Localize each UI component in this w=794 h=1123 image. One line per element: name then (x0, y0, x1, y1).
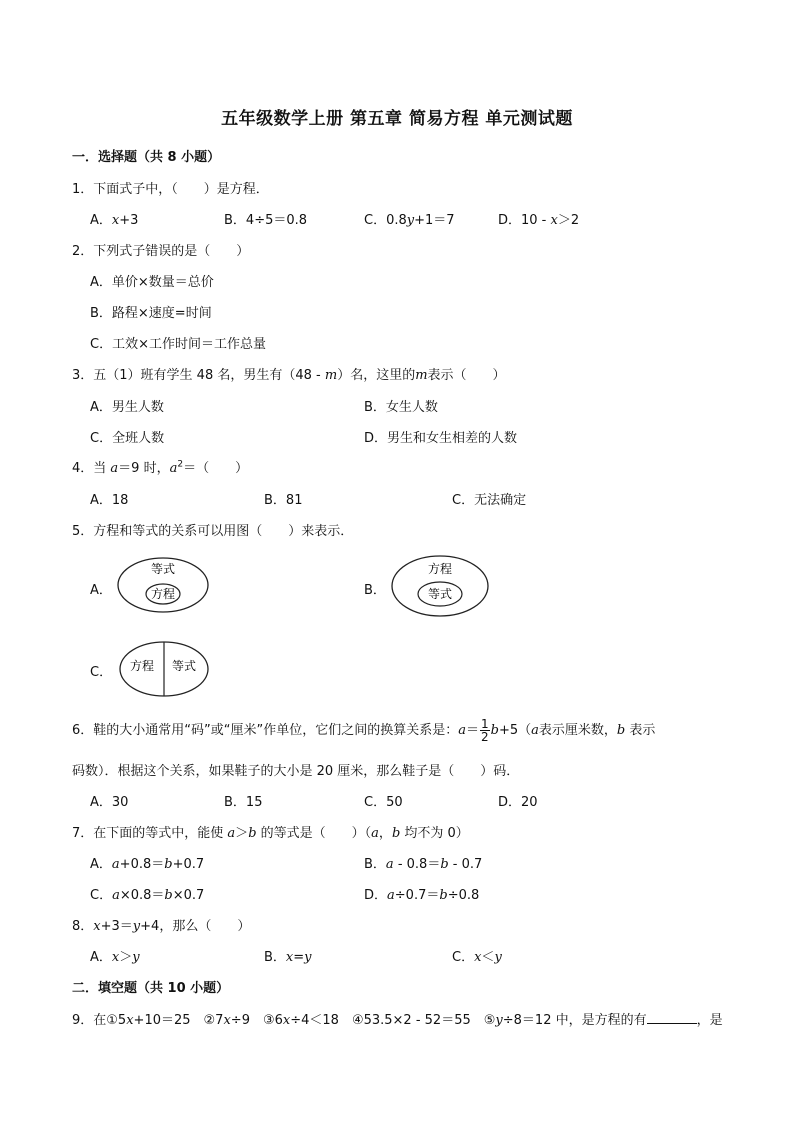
option-text: - 0.7 (448, 857, 483, 872)
question-3-option-c[interactable]: C．全班人数 (90, 431, 165, 446)
question-4-option-a[interactable]: A．18 (90, 493, 129, 508)
stem-text: 表示厘米数， (538, 723, 617, 738)
option-label: A． (90, 857, 112, 872)
variable: a (169, 461, 178, 476)
variable: x (474, 950, 482, 965)
question-5-stem: 5．方程和等式的关系可以用图（ ）来表示． (72, 524, 354, 539)
stem-text: ÷9 ③6 (230, 1013, 283, 1028)
fraction-one-half (480, 718, 490, 743)
variable: y (132, 950, 140, 965)
variable: a (531, 723, 539, 738)
option-text: ÷0.7＝ (394, 888, 440, 903)
question-1-option-c[interactable] (364, 209, 455, 228)
stem-text: ， (378, 826, 392, 841)
stem-text: 表示 (625, 723, 656, 738)
option-label: C． (452, 950, 475, 965)
page-title: 五年级数学上册 第五章 简易方程 单元测试题 (221, 109, 573, 129)
stem-text: +4，那么（ ） (140, 919, 251, 934)
option-text: ÷0.8 (447, 888, 480, 903)
option-label: C．0.8 (364, 213, 407, 228)
question-7-option-b[interactable] (364, 853, 482, 872)
question-7-option-d[interactable] (364, 884, 479, 903)
question-1-option-d[interactable] (498, 209, 579, 228)
question-8-option-b[interactable] (264, 946, 312, 965)
variable: b (164, 888, 173, 903)
variable: b (440, 857, 449, 872)
variable: m (324, 368, 338, 383)
outer-label: 等式 (150, 562, 176, 576)
question-7-option-c[interactable] (90, 884, 204, 903)
variable: a (385, 857, 394, 872)
stem-text: ，是 (696, 1013, 723, 1028)
option-text: ＜ (481, 950, 495, 965)
question-2-option-c[interactable]: C．工效×工作时间＝工作总量 (90, 337, 266, 352)
question-2-option-b[interactable]: B．路程×速度=时间 (90, 306, 212, 321)
diagram-a-equation-inside-equality[interactable] (116, 556, 210, 614)
question-1-option-a[interactable] (90, 209, 138, 228)
variable: y (406, 213, 415, 228)
option-text: ×0.8＝ (119, 888, 165, 903)
variable: a (387, 888, 395, 903)
variable: y (132, 919, 141, 934)
option-label: A． (90, 213, 112, 228)
variable: x (111, 213, 120, 228)
option-label: D． (364, 888, 388, 903)
variable: a (458, 723, 466, 738)
variable: y (304, 950, 312, 965)
variable: m (415, 368, 428, 383)
question-2-stem: 2．下列式子错误的是（ ） (72, 244, 250, 259)
stem-text: 的等式是（ ）（ (256, 826, 372, 841)
question-7-option-a[interactable] (90, 853, 204, 872)
stem-text: ＞ (235, 826, 249, 841)
inner-label: 等式 (427, 587, 453, 601)
question-8-option-c[interactable] (452, 946, 502, 965)
stem-text: ÷8＝12 中，是方程的有 (502, 1013, 647, 1028)
fraction-denominator: 2 (481, 730, 489, 744)
inner-label: 方程 (150, 587, 176, 601)
option-label: C． (90, 888, 113, 903)
stem-text: 6．鞋的大小通常用“码”或“厘米”作单位，它们之间的换算关系是： (72, 723, 459, 738)
variable: b (490, 723, 499, 738)
variable: b (391, 826, 401, 841)
question-6-option-d[interactable]: D．20 (498, 795, 538, 810)
stem-text: 均不为 0） (400, 826, 469, 841)
left-label: 方程 (129, 659, 155, 673)
question-4-option-c[interactable]: C．无法确定 (452, 493, 527, 508)
option-text: ×0.7 (172, 888, 205, 903)
question-4-stem (72, 457, 248, 476)
stem-text: +3＝ (100, 919, 133, 934)
variable: x (111, 950, 120, 965)
stem-text: 9．在①5 (72, 1013, 127, 1028)
variable: y (495, 1013, 503, 1028)
question-6-option-a[interactable]: A．30 (90, 795, 129, 810)
stem-text: ＝9 时， (118, 461, 170, 476)
stem-text: ＝（ ） (183, 461, 249, 476)
question-6-stem-line-2: 码数）．根据这个关系，如果鞋子的大小是 20 厘米，那么鞋子是（ ）码． (72, 764, 520, 779)
question-1-option-b[interactable]: B．4÷5＝0.8 (224, 213, 308, 228)
option-label: A． (90, 950, 112, 965)
section-heading-choice: 一．选择题（共 8 小题） (72, 150, 221, 165)
question-3-option-a[interactable]: A．男生人数 (90, 400, 164, 415)
question-8-stem (72, 915, 250, 934)
stem-text: +5（ (498, 723, 532, 738)
outer-label: 方程 (427, 562, 453, 576)
variable: a (111, 857, 120, 872)
question-5-option-c-label[interactable]: C． (90, 665, 113, 680)
question-6-option-b[interactable]: B．15 (224, 795, 263, 810)
variable: x (126, 1013, 134, 1028)
question-6-stem-line-1 (72, 718, 655, 744)
right-label: 等式 (171, 659, 197, 673)
variable: b (248, 826, 257, 841)
option-text: +1＝7 (414, 213, 455, 228)
option-text: +0.7 (172, 857, 205, 872)
option-text: ＞ (119, 950, 133, 965)
option-text: +3 (119, 213, 139, 228)
variable: x (550, 213, 558, 228)
question-3-option-d[interactable]: D．男生和女生相差的人数 (364, 431, 518, 446)
stem-text: 表示（ ） (427, 368, 506, 383)
variable: a (112, 888, 120, 903)
option-label: D．10 - (498, 213, 551, 228)
exponent: 2 (177, 459, 184, 470)
stem-text: 4．当 (72, 461, 111, 476)
diagram-c-split-ellipse[interactable] (118, 640, 210, 698)
question-number: 8． (72, 919, 94, 934)
stem-text: 7．在下面的等式中，能使 (72, 826, 228, 841)
variable: a (227, 826, 236, 841)
question-1-stem: 1．下面式子中，（ ）是方程． (72, 182, 269, 197)
variable: a (110, 461, 119, 476)
variable: b (164, 857, 173, 872)
diagram-b-equality-inside-equation[interactable] (390, 554, 490, 618)
variable: b (439, 888, 448, 903)
stem-text: +10＝25 ②7 (133, 1013, 224, 1028)
option-text: - 0.8＝ (393, 857, 441, 872)
section-heading-fill-in: 二．填空题（共 10 小题） (72, 981, 230, 996)
question-3-option-b[interactable]: B．女生人数 (364, 400, 438, 415)
question-9-stem (72, 1009, 723, 1028)
variable: y (494, 950, 502, 965)
question-3-stem (72, 364, 506, 383)
variable: b (616, 723, 626, 738)
stem-text: ÷4＜18 ④53.5×2 - 52＝55 ⑤ (290, 1013, 496, 1028)
question-5-option-b-label[interactable]: B． (364, 583, 386, 598)
option-text: +0.8＝ (119, 857, 165, 872)
question-6-option-c[interactable]: C．50 (364, 795, 403, 810)
fraction-numerator: 1 (481, 717, 489, 731)
question-8-option-a[interactable] (90, 946, 140, 965)
variable: a (371, 826, 379, 841)
question-4-option-b[interactable]: B．81 (264, 493, 303, 508)
variable: x (285, 950, 294, 965)
variable: x (93, 919, 101, 934)
variable: x (223, 1013, 231, 1028)
question-5-option-a-label[interactable]: A． (90, 583, 112, 598)
option-text: ＞2 (557, 213, 580, 228)
variable: x (282, 1013, 291, 1028)
stem-text: ＝ (465, 723, 479, 738)
question-7-stem (72, 822, 469, 841)
stem-text: 3．五（1）班有学生 48 名，男生有（48 - (72, 368, 325, 383)
option-label: B． (364, 857, 386, 872)
option-text: = (293, 950, 305, 965)
answer-blank[interactable] (647, 1011, 697, 1024)
stem-text: ）名，这里的 (337, 368, 416, 383)
option-label: B． (264, 950, 286, 965)
question-2-option-a[interactable]: A．单价×数量＝总价 (90, 275, 214, 290)
